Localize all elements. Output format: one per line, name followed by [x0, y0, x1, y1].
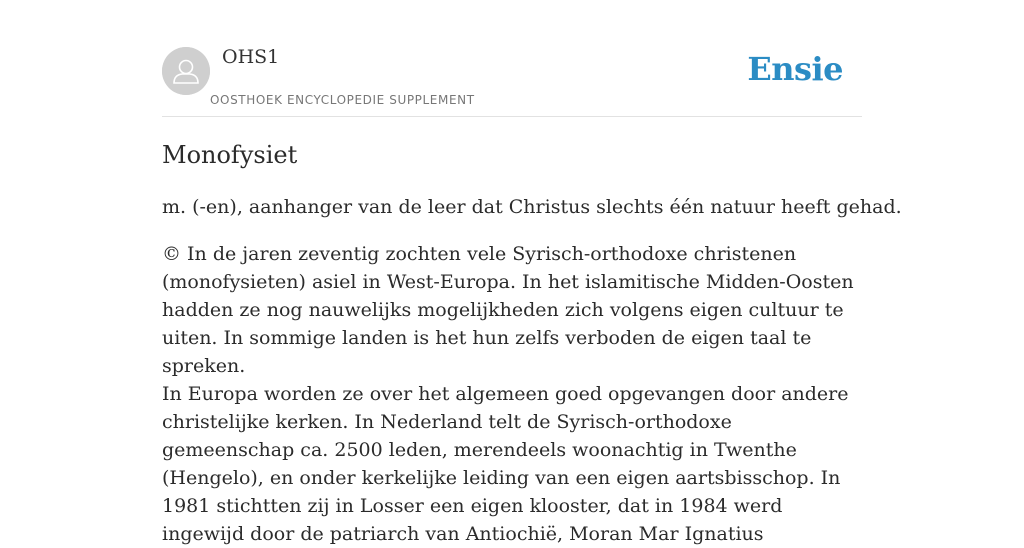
definition-text: m. (-en), aanhanger van de leer dat Christus slechts één natuur heeft gehad.	[162, 196, 902, 218]
article-paragraph: © In de jaren zeventig zochten vele Syrisch-orthodoxe christenen (monofysieten) asiel in West-Europa. In het islamitische Midden-Oosten hadden ze nog nauwelijks mogelijkheden zich volgens eigen cultuur te uiten. In sommige landen is het hun zelfs verboden de eigen taal te spreken.	[162, 243, 854, 377]
avatar[interactable]	[162, 47, 210, 95]
author-name[interactable]: OHS1	[222, 46, 280, 68]
source-label[interactable]: OOSTHOEK ENCYCLOPEDIE SUPPLEMENT	[210, 93, 475, 107]
user-icon	[162, 47, 210, 95]
article-header	[162, 0, 862, 117]
site-logo[interactable]: Ensie	[747, 50, 843, 88]
article-paragraph: In Europa worden ze over het algemeen goed opgevangen door andere christelijke kerken. In Nederland telt de Syrisch-orthodoxe gemeenschap ca. 2500 leden, merendeels woonachtig in Twenthe (Hengelo), en onder kerkelijke leiding van een eigen aartsbisschop. In 1981 stichtten zij in Losser een eigen klooster, dat in 1984 werd ingewijd door de patriarch van Antiochië, Moran Mar Ignatius	[162, 383, 849, 545]
page-container	[162, 0, 902, 545]
page-title: Monofysiet	[162, 141, 298, 169]
